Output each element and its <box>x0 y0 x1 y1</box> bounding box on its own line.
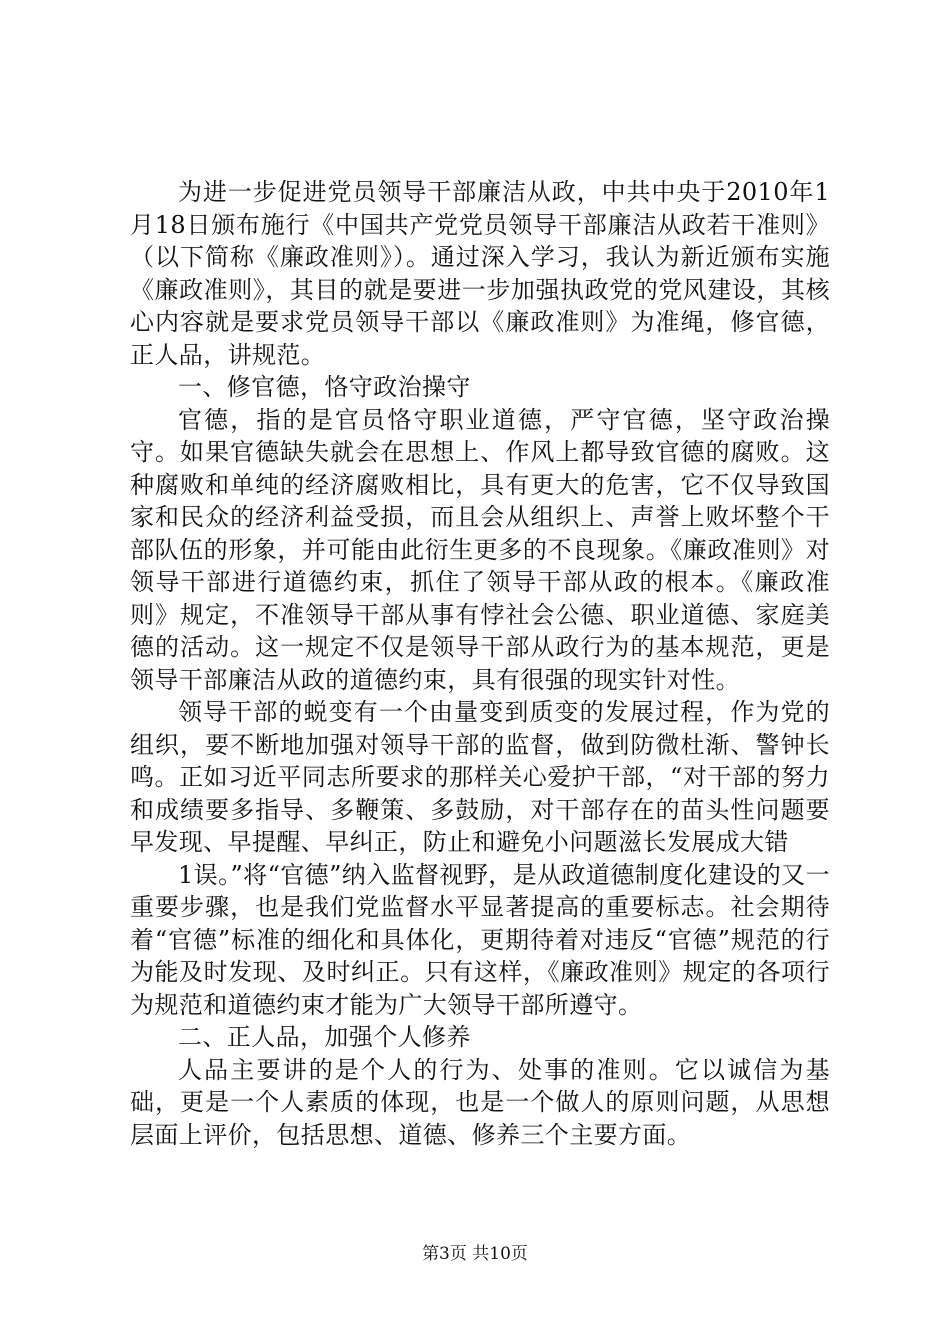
paragraph-supervision-cont: 1误。”将“官德”纳入监督视野，是从政道德制度化建设的又一重要步骤，也是我们党监督水平显著提高的重要标志。社会期待着“官德”标准的细化和具体化，更期待着对违反“官德”规范的行为能及时发现、及时纠正。只有这样，《廉政准则》规定的各项行为规范和道德约束才能为广大领导干部所遵守。 <box>130 860 830 1019</box>
page-number-footer: 第3页 共10页 <box>422 1244 528 1264</box>
document-body <box>130 176 830 1151</box>
paragraph-guande: 官德，指的是官员恪守职业道德，严守官德，坚守政治操守。如果官德缺失就会在思想上、作风上都导致官德的腐败。这种腐败和单纯的经济腐败相比，具有更大的危害，它不仅导致国家和民众的经济利益受损，而且会从组织上、声誉上败坏整个干部队伍的形象，并可能由此衍生更多的不良现象。《廉政准则》对领导干部进行道德约束，抓住了领导干部从政的根本。《廉政准则》规定，不准领导干部从事有悖社会公德、职业道德、家庭美德的活动。这一规定不仅是领导干部从政行为的基本规范，更是领导干部廉洁从政的道德约束，具有很强的现实针对性。 <box>130 405 830 694</box>
section-heading-2: 二、正人品，加强个人修养 <box>178 1023 471 1051</box>
paragraph-renpin: 人品主要讲的是个人的行为、处事的准则。它以诚信为基础，更是一个人素质的体现，也是一个做人的原则问题，从思想层面上评价，包括思想、道德、修养三个主要方面。 <box>130 1055 830 1149</box>
section-heading-1: 一、修官德，恪守政治操守 <box>178 373 471 401</box>
paragraph-supervision: 领导干部的蜕变有一个由量变到质变的发展过程，作为党的组织，要不断地加强对领导干部的监督，做到防微杜渐、警钟长鸣。正如习近平同志所要求的那样关心爱护干部，“对干部的努力和成绩要多指导、多鞭策、多鼓励，对干部存在的苗头性问题要早发现、早提醒、早纠正，防止和避免小问题滋长发展成大错 <box>130 698 830 856</box>
paragraph-intro: 为进一步促进党员领导干部廉洁从政，中共中央于2010年1月18日颁布施行《中国共产党党员领导干部廉洁从政若干准则》（以下简称《廉政准则》）。通过深入学习，我认为新近颁布实施《廉政准则》，其目的就是要进一步加强执政党的党风建设，其核心内容就是要求党员领导干部以《廉政准则》为准绳，修官德，正人品，讲规范。 <box>130 178 830 369</box>
